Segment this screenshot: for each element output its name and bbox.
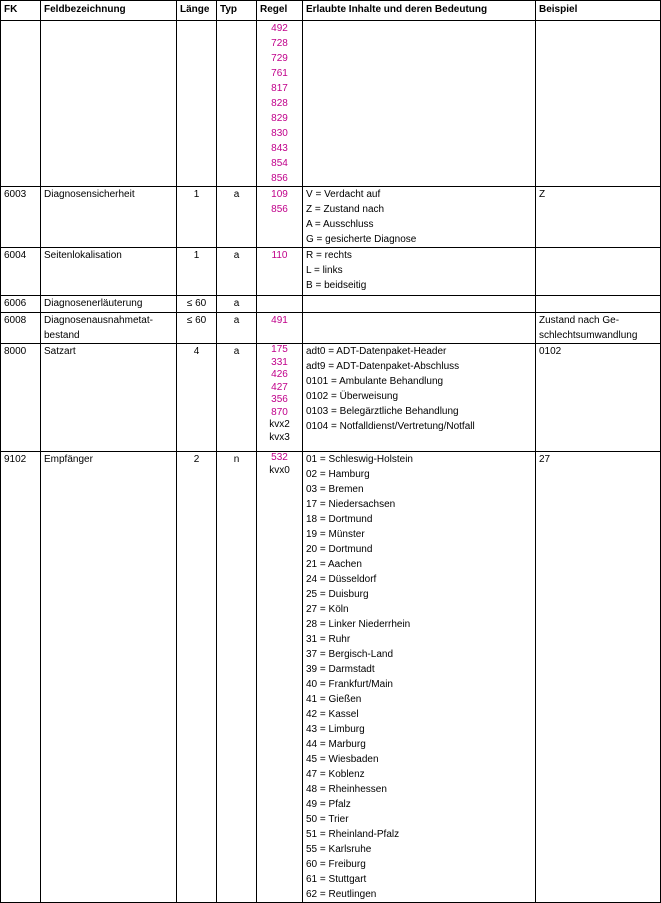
allowed-value: 27 = Köln <box>306 604 349 615</box>
cell-feldbezeichnung-line: Diagnosenausnahmetat- <box>44 315 153 326</box>
cell-inhalte <box>303 344 536 452</box>
allowed-value: 51 = Rheinland-Pfalz <box>306 829 400 840</box>
cell-laenge: 4 <box>177 344 217 452</box>
allowed-value: Z = Zustand nach <box>306 204 385 215</box>
allowed-value: adt9 = ADT-Datenpaket-Abschluss <box>306 361 460 372</box>
rule-reference: 110 <box>271 250 288 261</box>
allowed-value: adt0 = ADT-Datenpaket-Header <box>306 346 447 357</box>
allowed-value: G = gesicherte Diagnose <box>306 234 417 245</box>
cell-inhalte <box>303 248 536 296</box>
cell-beispiel-line: Zustand nach Ge- <box>539 315 620 326</box>
cell-beispiel-line: schlechtsumwandlung <box>539 330 638 341</box>
header-regel: Regel <box>257 1 303 21</box>
cell-typ: a <box>217 248 257 296</box>
cell-feldbezeichnung: Satzart <box>41 344 177 452</box>
rule-reference: 492 <box>271 23 288 34</box>
table-header-row <box>1 1 661 21</box>
cell-typ: a <box>217 296 257 313</box>
cell-feldbezeichnung: Diagnosenerläuterung <box>41 296 177 313</box>
table-row <box>1 452 661 903</box>
cell-typ: n <box>217 452 257 903</box>
allowed-value: 18 = Dortmund <box>306 514 373 525</box>
table-row <box>1 296 661 313</box>
allowed-value: 43 = Limburg <box>306 724 365 735</box>
cell-fk: 6008 <box>1 313 41 344</box>
rule-reference: 728 <box>271 38 288 49</box>
cell-regel <box>257 313 303 344</box>
rule-reference-plain: kvx0 <box>269 464 290 476</box>
table-row <box>1 313 661 344</box>
cell-typ: a <box>217 313 257 344</box>
cell-laenge: ≤ 60 <box>177 296 217 313</box>
cell-beispiel <box>536 21 661 187</box>
allowed-value: 03 = Bremen <box>306 484 364 495</box>
allowed-value: 0104 = Notfalldienst/Vertretung/Notfall <box>306 421 475 432</box>
allowed-value: 44 = Marburg <box>306 739 366 750</box>
table-row <box>1 248 661 296</box>
rule-reference: 532 <box>271 452 288 463</box>
rule-reference: 829 <box>271 113 288 124</box>
header-beispiel: Beispiel <box>536 1 661 21</box>
allowed-value: 37 = Bergisch-Land <box>306 649 394 660</box>
allowed-value: 42 = Kassel <box>306 709 359 720</box>
cell-feldbezeichnung <box>41 21 177 187</box>
cell-beispiel: 27 <box>536 452 661 903</box>
cell-fk: 8000 <box>1 344 41 452</box>
allowed-value: 19 = Münster <box>306 529 365 540</box>
rule-reference: 830 <box>271 128 288 139</box>
cell-regel <box>257 296 303 313</box>
cell-fk: 6004 <box>1 248 41 296</box>
allowed-value: 48 = Rheinhessen <box>306 784 387 795</box>
cell-fk <box>1 21 41 187</box>
cell-inhalte <box>303 452 536 903</box>
allowed-value: 17 = Niedersachsen <box>306 499 396 510</box>
cell-feldbezeichnung: Empfänger <box>41 452 177 903</box>
header-laenge: Länge <box>177 1 217 21</box>
allowed-value: 25 = Duisburg <box>306 589 369 600</box>
table-row <box>1 187 661 248</box>
rule-reference: 856 <box>271 204 288 215</box>
allowed-value: 60 = Freiburg <box>306 859 366 870</box>
rule-reference: 331 <box>271 356 288 368</box>
allowed-value: A = Ausschluss <box>306 219 374 230</box>
rule-reference: 856 <box>271 173 288 184</box>
cell-typ <box>217 21 257 187</box>
cell-inhalte <box>303 313 536 344</box>
cell-feldbezeichnung-line: bestand <box>44 330 80 341</box>
cell-typ: a <box>217 187 257 248</box>
cell-regel <box>257 344 303 452</box>
header-fk: FK <box>1 1 41 21</box>
allowed-value: 62 = Reutlingen <box>306 889 377 900</box>
rule-reference: 761 <box>271 68 288 79</box>
allowed-value: 0103 = Belegärztliche Behandlung <box>306 406 459 417</box>
cell-beispiel: 0102 <box>536 344 661 452</box>
cell-inhalte <box>303 187 536 248</box>
rule-reference: 175 <box>271 344 288 355</box>
cell-laenge: 1 <box>177 187 217 248</box>
cell-regel <box>257 21 303 187</box>
cell-typ: a <box>217 344 257 452</box>
cell-inhalte <box>303 21 536 187</box>
cell-beispiel <box>536 313 661 344</box>
rule-reference: 427 <box>271 381 288 393</box>
allowed-value: 45 = Wiesbaden <box>306 754 379 765</box>
allowed-value: 39 = Darmstadt <box>306 664 375 675</box>
allowed-value: 40 = Frankfurt/Main <box>306 679 393 690</box>
rule-reference-plain: kvx2 <box>269 419 290 430</box>
allowed-value: 41 = Gießen <box>306 694 362 705</box>
allowed-value: 47 = Koblenz <box>306 769 365 780</box>
cell-inhalte <box>303 296 536 313</box>
rule-reference: 817 <box>271 83 288 94</box>
rule-reference: 729 <box>271 53 288 64</box>
allowed-value: 55 = Karlsruhe <box>306 844 372 855</box>
allowed-value: 49 = Pfalz <box>306 799 351 810</box>
rule-reference: 491 <box>271 315 288 326</box>
allowed-value: 02 = Hamburg <box>306 469 370 480</box>
cell-feldbezeichnung <box>41 313 177 344</box>
cell-regel <box>257 187 303 248</box>
table-row <box>1 21 661 187</box>
cell-regel <box>257 248 303 296</box>
cell-feldbezeichnung: Seitenlokalisation <box>41 248 177 296</box>
allowed-value: 50 = Trier <box>306 814 349 825</box>
table-body <box>1 21 661 903</box>
allowed-value: 01 = Schleswig-Holstein <box>306 454 413 465</box>
rule-reference-plain: kvx3 <box>269 431 290 443</box>
rule-reference: 356 <box>271 394 288 405</box>
cell-laenge: 2 <box>177 452 217 903</box>
cell-feldbezeichnung: Diagnosensicherheit <box>41 187 177 248</box>
cell-laenge: 1 <box>177 248 217 296</box>
table-row <box>1 344 661 452</box>
allowed-value: V = Verdacht auf <box>306 189 381 200</box>
allowed-value: 31 = Ruhr <box>306 634 351 645</box>
cell-fk: 9102 <box>1 452 41 903</box>
cell-fk: 6006 <box>1 296 41 313</box>
rule-reference: 843 <box>271 143 288 154</box>
allowed-value: 0102 = Überweisung <box>306 391 399 402</box>
rule-reference: 426 <box>271 369 288 380</box>
cell-laenge: ≤ 60 <box>177 313 217 344</box>
allowed-value: 24 = Düsseldorf <box>306 574 377 585</box>
header-typ: Typ <box>217 1 257 21</box>
rule-reference: 828 <box>271 98 288 109</box>
cell-fk: 6003 <box>1 187 41 248</box>
rule-reference: 109 <box>271 189 288 200</box>
allowed-value: 61 = Stuttgart <box>306 874 367 885</box>
allowed-value: B = beidseitig <box>306 280 367 291</box>
cell-beispiel <box>536 296 661 313</box>
allowed-value: 28 = Linker Niederrhein <box>306 619 411 630</box>
allowed-value: 0101 = Ambulante Behandlung <box>306 376 444 387</box>
rule-reference: 854 <box>271 158 288 169</box>
cell-beispiel <box>536 248 661 296</box>
header-inhalte: Erlaubte Inhalte und deren Bedeutung <box>303 1 536 21</box>
rule-reference: 870 <box>271 406 288 418</box>
allowed-value: 20 = Dortmund <box>306 544 373 555</box>
header-feldbezeichnung: Feldbezeichnung <box>41 1 177 21</box>
allowed-value: R = rechts <box>306 250 352 261</box>
cell-beispiel: Z <box>536 187 661 248</box>
cell-laenge <box>177 21 217 187</box>
allowed-value: 21 = Aachen <box>306 559 362 570</box>
cell-regel <box>257 452 303 903</box>
allowed-value: L = links <box>306 265 343 276</box>
